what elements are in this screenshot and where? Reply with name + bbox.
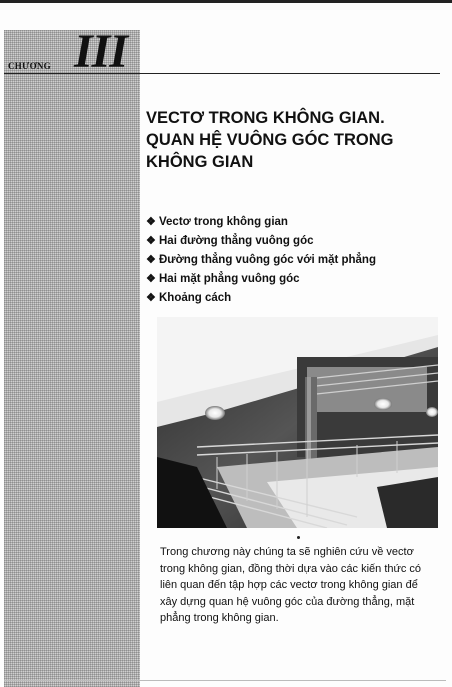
intro-line: liên quan đến tập hợp các vectơ trong không gian để [160,579,418,592]
top-border [0,0,452,3]
chapter-number: III [74,25,128,78]
chapter-title [146,107,446,173]
stray-dot [297,536,300,539]
topic-label: Vectơ trong không gian [159,216,288,228]
diamond-bullet-icon: ❖ [146,216,156,228]
topic-label: Khoảng cách [159,292,232,304]
topic-item [146,232,376,251]
diamond-bullet-icon: ❖ [146,254,156,266]
intro-line: trong không gian, đồng thời dựa vào các kiến thức có [160,562,422,575]
topic-label: Hai đường thẳng vuông góc [159,235,314,247]
topic-item [146,289,376,308]
diamond-bullet-icon: ❖ [146,235,156,247]
chapter-header-rule [4,73,440,74]
interior-photo [157,317,438,528]
title-line: KHÔNG GIAN [146,153,254,171]
bottom-border [4,680,446,681]
topic-item [146,251,376,270]
intro-line: phẳng trong không gian. [160,612,279,625]
topic-label: Đường thẳng vuông góc với mặt phẳng [159,254,376,266]
title-line: QUAN HỆ VUÔNG GÓC TRONG [146,131,394,149]
topic-list [146,213,376,308]
halftone-side-strip [4,25,140,687]
interior-photo-graphic [157,317,438,528]
topic-item [146,213,376,232]
intro-paragraph [160,544,446,627]
topic-item [146,270,376,289]
title-line: VECTƠ TRONG KHÔNG GIAN. [146,109,385,127]
diamond-bullet-icon: ❖ [146,292,156,304]
topic-label: Hai mặt phẳng vuông góc [159,273,300,285]
intro-line: Trong chương này chúng ta sẽ nghiên cứu về vectơ [160,546,414,558]
chapter-label: CHƯƠNG [8,61,51,71]
diamond-bullet-icon: ❖ [146,273,156,285]
intro-line: xây dựng quan hệ vuông góc của đường thẳng, mặt [160,595,415,608]
